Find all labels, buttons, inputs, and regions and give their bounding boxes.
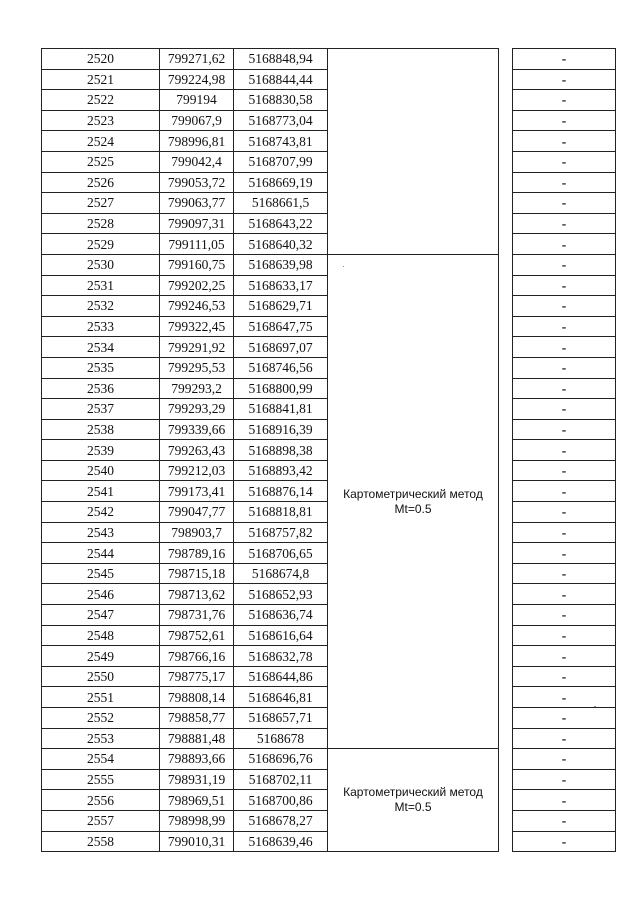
y-coordinate-cell: 5168876,14 <box>234 481 328 502</box>
x-coordinate-cell: 799053,72 <box>160 172 234 193</box>
note-cell: - <box>513 172 616 193</box>
y-coordinate-cell: 5168678,27 <box>234 810 328 831</box>
x-coordinate-cell: 799111,05 <box>160 234 234 255</box>
y-coordinate-cell: 5168669,19 <box>234 172 328 193</box>
point-number-cell: 2541 <box>42 481 160 502</box>
y-coordinate-cell: 5168678 <box>234 728 328 749</box>
point-number-cell: 2537 <box>42 399 160 420</box>
x-coordinate-cell: 798808,14 <box>160 687 234 708</box>
y-coordinate-cell: 5168841,81 <box>234 399 328 420</box>
y-coordinate-cell: 5168818,81 <box>234 502 328 523</box>
point-number-cell: 2530 <box>42 254 160 275</box>
note-cell: - <box>513 419 616 440</box>
y-coordinate-cell: 5168916,39 <box>234 419 328 440</box>
y-coordinate-cell: 5168643,22 <box>234 213 328 234</box>
y-coordinate-cell: 5168743,81 <box>234 131 328 152</box>
x-coordinate-cell: 798998,99 <box>160 810 234 831</box>
table-row <box>42 254 616 275</box>
y-coordinate-cell: 5168674,8 <box>234 563 328 584</box>
note-cell: - <box>513 605 616 626</box>
note-cell: - <box>513 646 616 667</box>
y-coordinate-cell: 5168616,64 <box>234 625 328 646</box>
point-number-cell: 2520 <box>42 49 160 70</box>
point-number-cell: 2548 <box>42 625 160 646</box>
y-coordinate-cell: 5168636,74 <box>234 605 328 626</box>
x-coordinate-cell: 799160,75 <box>160 254 234 275</box>
note-cell: - <box>513 625 616 646</box>
point-number-cell: 2544 <box>42 543 160 564</box>
y-coordinate-cell: 5168830,58 <box>234 90 328 111</box>
y-coordinate-cell: 5168848,94 <box>234 49 328 70</box>
note-cell: - <box>513 687 616 708</box>
point-number-cell: 2527 <box>42 193 160 214</box>
x-coordinate-cell: 799173,41 <box>160 481 234 502</box>
y-coordinate-cell: 5168707,99 <box>234 151 328 172</box>
point-number-cell: 2539 <box>42 440 160 461</box>
note-cell: - <box>513 790 616 811</box>
x-coordinate-cell: 799291,92 <box>160 337 234 358</box>
x-coordinate-cell: 799097,31 <box>160 213 234 234</box>
coordinates-table-page <box>41 48 615 852</box>
x-coordinate-cell: 799263,43 <box>160 440 234 461</box>
x-coordinate-cell: 798731,76 <box>160 605 234 626</box>
y-coordinate-cell: 5168646,81 <box>234 687 328 708</box>
note-cell: - <box>513 666 616 687</box>
point-number-cell: 2557 <box>42 810 160 831</box>
point-number-cell: 2552 <box>42 708 160 729</box>
point-number-cell: 2558 <box>42 831 160 852</box>
note-cell: - <box>513 69 616 90</box>
x-coordinate-cell: 799067,9 <box>160 110 234 131</box>
y-coordinate-cell: 5168647,75 <box>234 316 328 337</box>
method-cell: Картометрический метод Mt=0.5 <box>328 749 499 852</box>
point-number-cell: 2535 <box>42 357 160 378</box>
note-cell: - <box>513 563 616 584</box>
method-cell <box>328 49 499 255</box>
y-coordinate-cell: 5168696,76 <box>234 749 328 770</box>
y-coordinate-cell: 5168702,11 <box>234 769 328 790</box>
point-number-cell: 2545 <box>42 563 160 584</box>
note-cell: - <box>513 254 616 275</box>
point-number-cell: 2533 <box>42 316 160 337</box>
x-coordinate-cell: 799293,29 <box>160 399 234 420</box>
x-coordinate-cell: 799212,03 <box>160 460 234 481</box>
y-coordinate-cell: 5168639,98 <box>234 254 328 275</box>
x-coordinate-cell: 799293,2 <box>160 378 234 399</box>
y-coordinate-cell: 5168746,56 <box>234 357 328 378</box>
note-cell: - <box>513 213 616 234</box>
y-coordinate-cell: 5168661,5 <box>234 193 328 214</box>
x-coordinate-cell: 799322,45 <box>160 316 234 337</box>
note-cell: - <box>513 357 616 378</box>
y-coordinate-cell: 5168800,99 <box>234 378 328 399</box>
point-number-cell: 2528 <box>42 213 160 234</box>
point-number-cell: 2532 <box>42 296 160 317</box>
note-cell: - <box>513 90 616 111</box>
note-cell: - <box>513 399 616 420</box>
point-number-cell: 2542 <box>42 502 160 523</box>
note-cell: - <box>513 749 616 770</box>
note-cell: - <box>513 522 616 543</box>
x-coordinate-cell: 798715,18 <box>160 563 234 584</box>
x-coordinate-cell: 799224,98 <box>160 69 234 90</box>
note-cell: - <box>513 49 616 70</box>
point-number-cell: 2522 <box>42 90 160 111</box>
x-coordinate-cell: 799047,77 <box>160 502 234 523</box>
y-coordinate-cell: 5168633,17 <box>234 275 328 296</box>
x-coordinate-cell: 798775,17 <box>160 666 234 687</box>
point-number-cell: 2523 <box>42 110 160 131</box>
y-coordinate-cell: 5168757,82 <box>234 522 328 543</box>
point-number-cell: 2529 <box>42 234 160 255</box>
y-coordinate-cell: 5168632,78 <box>234 646 328 667</box>
point-number-cell: 2534 <box>42 337 160 358</box>
point-number-cell: 2521 <box>42 69 160 90</box>
note-cell: - <box>513 193 616 214</box>
point-number-cell: 2538 <box>42 419 160 440</box>
note-cell: - <box>513 481 616 502</box>
x-coordinate-cell: 798789,16 <box>160 543 234 564</box>
point-number-cell: 2555 <box>42 769 160 790</box>
y-coordinate-cell: 5168629,71 <box>234 296 328 317</box>
y-coordinate-cell: 5168652,93 <box>234 584 328 605</box>
blank-column-cell <box>499 254 513 748</box>
coordinates-table <box>41 48 616 852</box>
note-cell: - <box>513 234 616 255</box>
note-cell: - <box>513 460 616 481</box>
x-coordinate-cell: 798893,66 <box>160 749 234 770</box>
point-number-cell: 2551 <box>42 687 160 708</box>
point-number-cell: 2543 <box>42 522 160 543</box>
point-number-cell: 2540 <box>42 460 160 481</box>
x-coordinate-cell: 798931,19 <box>160 769 234 790</box>
y-coordinate-cell: 5168644,86 <box>234 666 328 687</box>
point-number-cell: 2531 <box>42 275 160 296</box>
note-cell: - <box>513 151 616 172</box>
point-number-cell: 2525 <box>42 151 160 172</box>
x-coordinate-cell: 798996,81 <box>160 131 234 152</box>
x-coordinate-cell: 798752,61 <box>160 625 234 646</box>
note-cell: - <box>513 769 616 790</box>
x-coordinate-cell: 799010,31 <box>160 831 234 852</box>
point-number-cell: 2554 <box>42 749 160 770</box>
x-coordinate-cell: 799295,53 <box>160 357 234 378</box>
note-cell: - <box>513 378 616 399</box>
x-coordinate-cell: 798903,7 <box>160 522 234 543</box>
x-coordinate-cell: 799042,4 <box>160 151 234 172</box>
x-coordinate-cell: 798969,51 <box>160 790 234 811</box>
blank-column-cell <box>499 749 513 852</box>
note-cell: - <box>513 728 616 749</box>
y-coordinate-cell: 5168657,71 <box>234 708 328 729</box>
point-number-cell: 2549 <box>42 646 160 667</box>
note-cell: - <box>513 810 616 831</box>
table-row <box>42 49 616 70</box>
note-cell: - <box>513 708 616 729</box>
note-cell: - <box>513 296 616 317</box>
x-coordinate-cell: 798858,77 <box>160 708 234 729</box>
note-cell: - <box>513 131 616 152</box>
point-number-cell: 2556 <box>42 790 160 811</box>
y-coordinate-cell: 5168700,86 <box>234 790 328 811</box>
point-number-cell: 2536 <box>42 378 160 399</box>
point-number-cell: 2547 <box>42 605 160 626</box>
note-cell: - <box>513 440 616 461</box>
point-number-cell: 2553 <box>42 728 160 749</box>
note-cell: - <box>513 110 616 131</box>
x-coordinate-cell: 799339,66 <box>160 419 234 440</box>
x-coordinate-cell: 799194 <box>160 90 234 111</box>
y-coordinate-cell: 5168893,42 <box>234 460 328 481</box>
y-coordinate-cell: 5168773,04 <box>234 110 328 131</box>
note-cell: - <box>513 337 616 358</box>
coordinates-table-body <box>42 49 616 852</box>
point-number-cell: 2524 <box>42 131 160 152</box>
note-cell: - <box>513 316 616 337</box>
note-cell: - <box>513 502 616 523</box>
table-row <box>42 749 616 770</box>
y-coordinate-cell: 5168639,46 <box>234 831 328 852</box>
note-cell: - <box>513 831 616 852</box>
y-coordinate-cell: 5168844,44 <box>234 69 328 90</box>
point-number-cell: 2546 <box>42 584 160 605</box>
x-coordinate-cell: 799063,77 <box>160 193 234 214</box>
y-coordinate-cell: 5168640,32 <box>234 234 328 255</box>
x-coordinate-cell: 798881,48 <box>160 728 234 749</box>
x-coordinate-cell: 799202,25 <box>160 275 234 296</box>
point-number-cell: 2550 <box>42 666 160 687</box>
note-cell: - <box>513 275 616 296</box>
note-cell: - <box>513 543 616 564</box>
x-coordinate-cell: 799246,53 <box>160 296 234 317</box>
y-coordinate-cell: 5168898,38 <box>234 440 328 461</box>
x-coordinate-cell: 798713,62 <box>160 584 234 605</box>
point-number-cell: 2526 <box>42 172 160 193</box>
x-coordinate-cell: 799271,62 <box>160 49 234 70</box>
blank-column-cell <box>499 49 513 255</box>
x-coordinate-cell: 798766,16 <box>160 646 234 667</box>
method-cell: Картометрический метод Mt=0.5 <box>328 254 499 748</box>
y-coordinate-cell: 5168697,07 <box>234 337 328 358</box>
note-cell: - <box>513 584 616 605</box>
y-coordinate-cell: 5168706,65 <box>234 543 328 564</box>
